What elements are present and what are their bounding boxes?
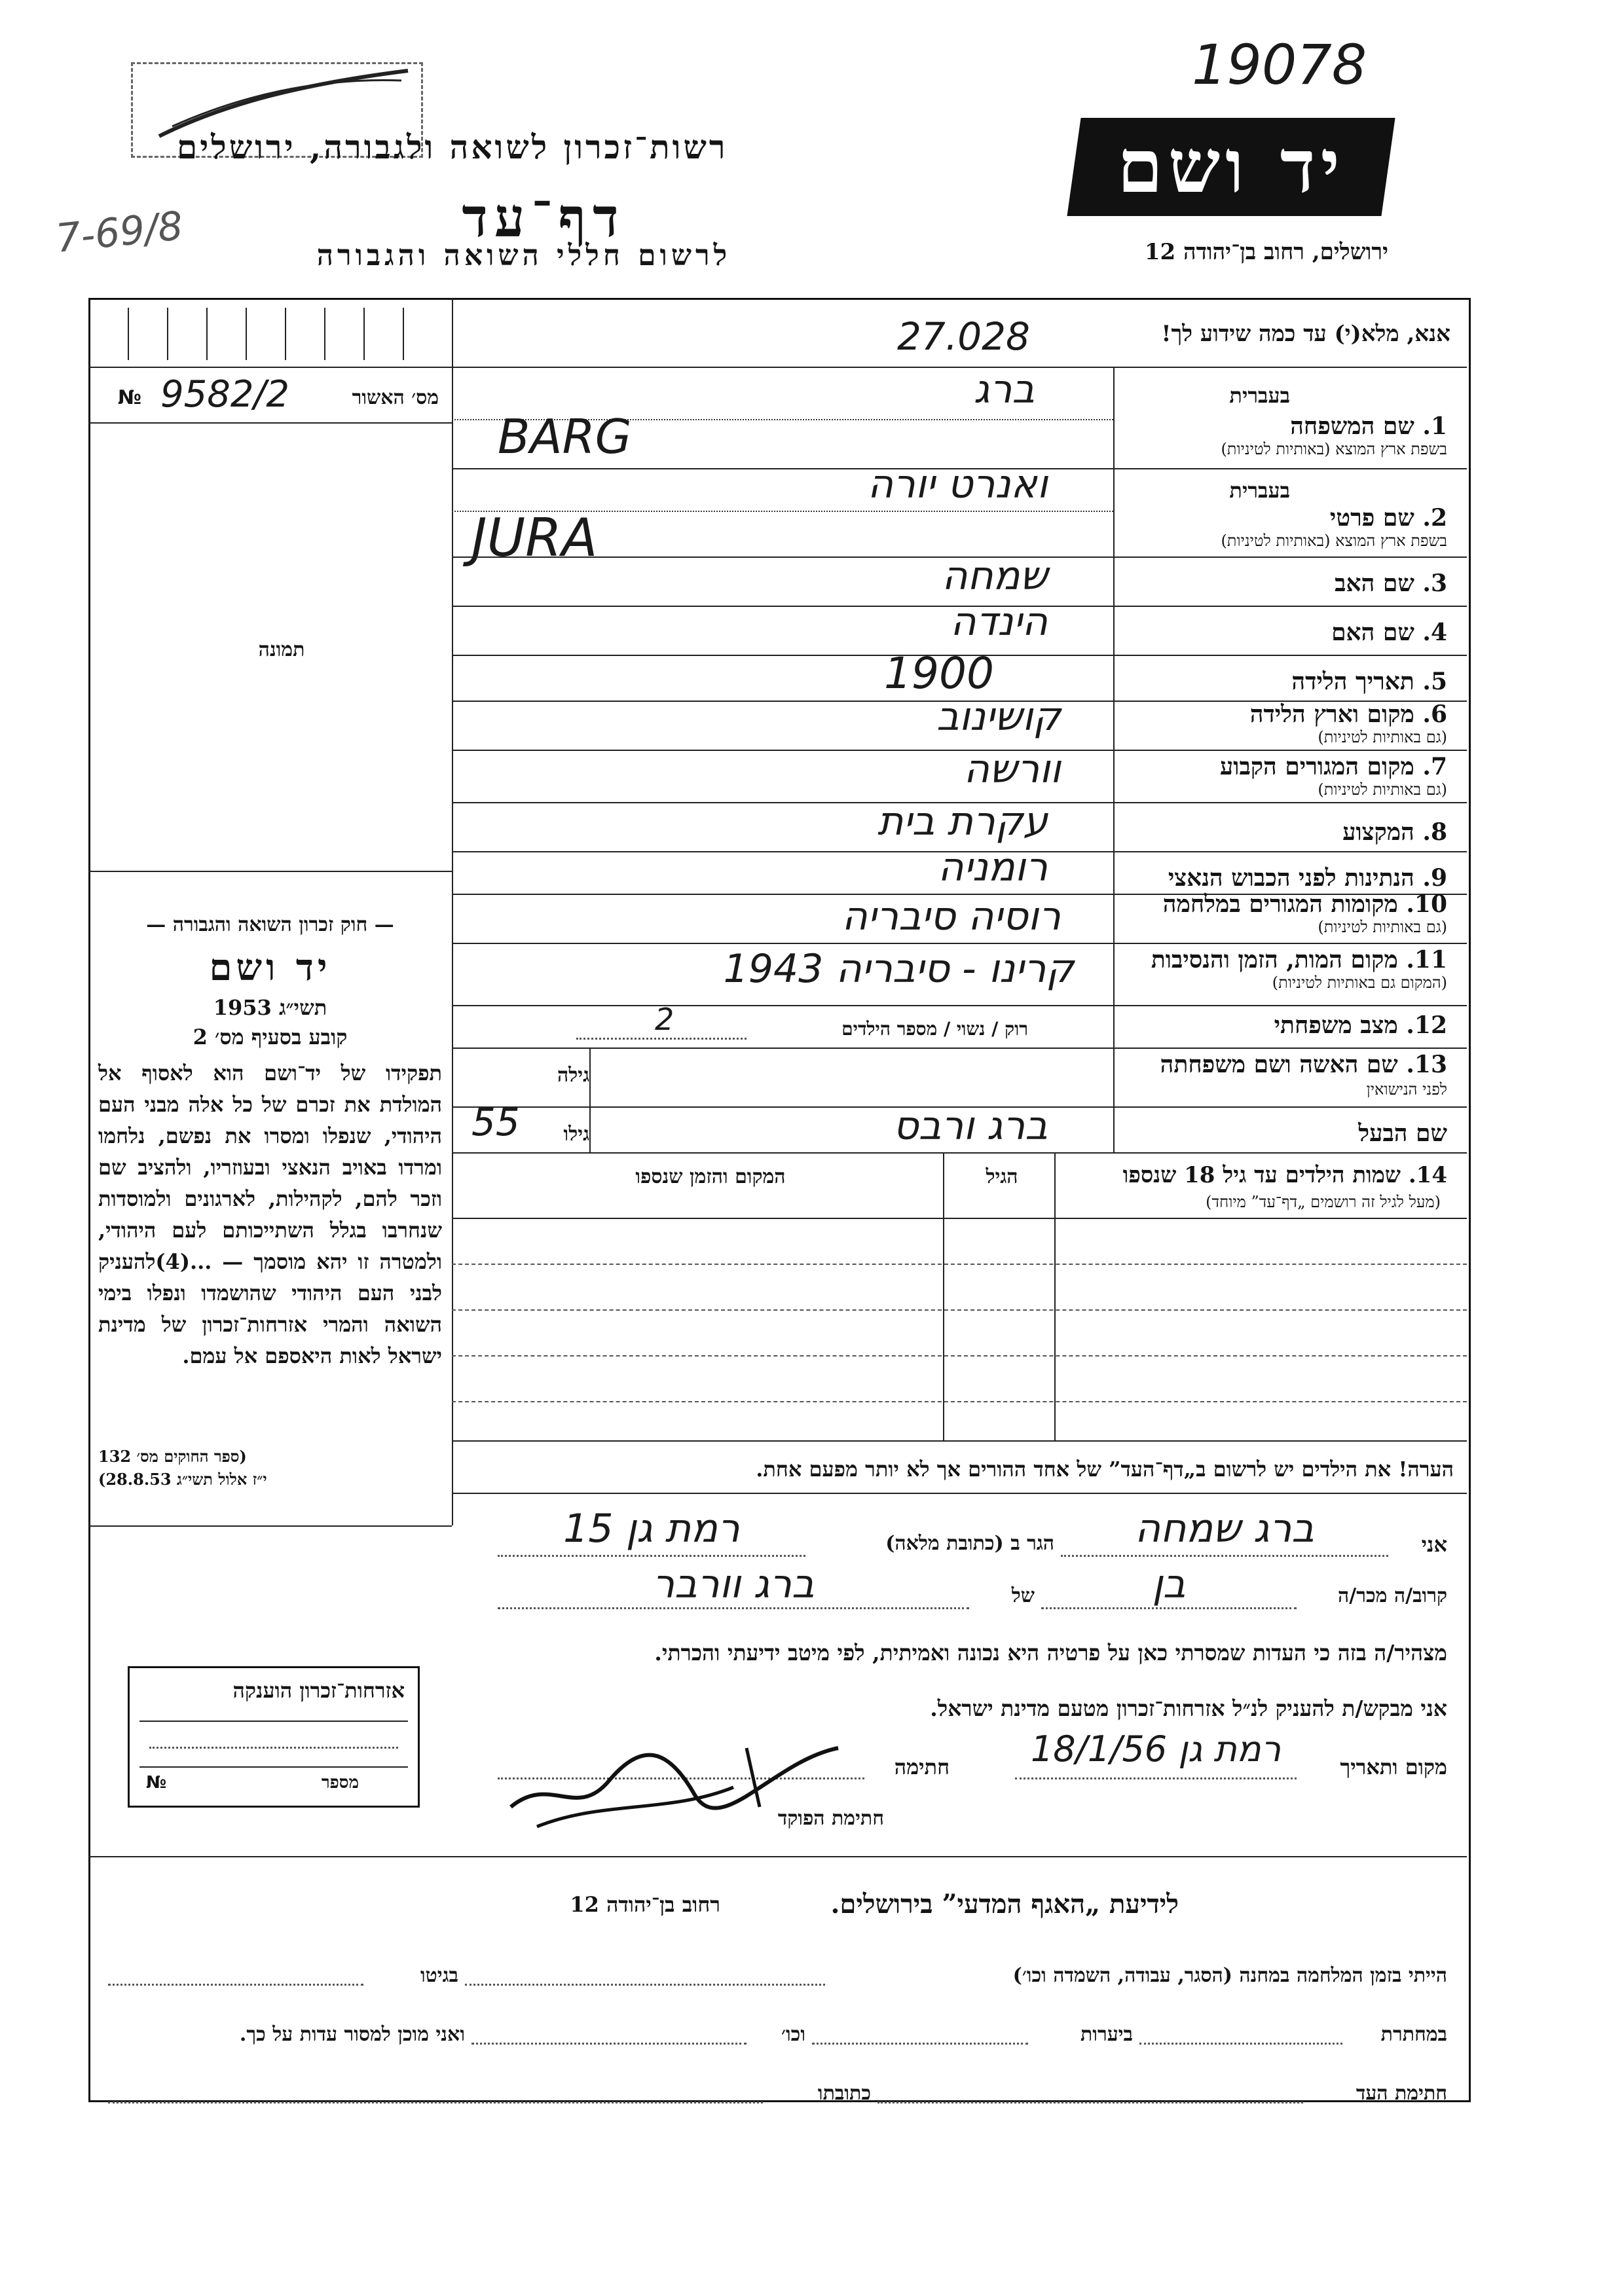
field-num: 11. bbox=[1406, 946, 1447, 974]
children-col-place: המקום והזמן שנספו bbox=[635, 1165, 786, 1188]
hebrew-tag-2: בעברית bbox=[1229, 478, 1290, 503]
field-label: מקום המות, הזמן והנסיבות bbox=[1151, 946, 1398, 974]
profession-value: עקרת בית bbox=[877, 799, 1048, 845]
hebrew-tag-1: בעברית bbox=[1229, 383, 1290, 408]
citizenship-number-label: מספר bbox=[321, 1773, 359, 1793]
law-citation-1: (ספר החוקים מס׳ 132 bbox=[98, 1447, 247, 1466]
field-death-label bbox=[1126, 946, 1447, 974]
field-label: שם האם bbox=[1331, 619, 1414, 646]
field-num: 2. bbox=[1422, 504, 1447, 532]
field-residence-sub: (גם באותיות לטיניות) bbox=[1318, 780, 1447, 799]
family-name-hebrew-value: ברג bbox=[973, 367, 1035, 412]
marital-status-options: רוק / נשוי / מספר הילדים bbox=[841, 1018, 1028, 1040]
field-birth-place-label bbox=[1126, 701, 1447, 728]
children-count-value: 2 bbox=[655, 1002, 674, 1037]
children-sub: (מעל לגיל זה רושמים „דף־עד” מיוחד) bbox=[1206, 1193, 1441, 1211]
field-marital-label bbox=[1126, 1011, 1447, 1039]
margin-note: 7-69/8 bbox=[53, 203, 185, 262]
husband-age-label: גילו bbox=[563, 1123, 589, 1146]
form-title: דף־עד bbox=[462, 187, 625, 249]
relative-label: קרוב/ה מכר/ה bbox=[1338, 1584, 1447, 1607]
of-label: של bbox=[1011, 1584, 1035, 1607]
first-name-latin-value: JURA bbox=[471, 507, 598, 568]
place-date-label: מקום ותאריך bbox=[1340, 1755, 1447, 1779]
declaration-statement: מצהיר/ה בזה כי העדות שמסרתי כאן על פרטיה היא נכונה ואמיתית, לפי מיטב ידיעתי והכרתי. bbox=[654, 1640, 1447, 1666]
field-father-name-label bbox=[1126, 570, 1447, 597]
footer-line1: הייתי בזמן המלחמה במחנה (הסגר, עבודה, השמדה וכו׳) bbox=[1012, 1964, 1447, 1987]
declaration-request: אני מבקש/ת להעניק לנ״ל אזרחות־זכרון מטעם מדינת ישראל. bbox=[930, 1696, 1447, 1721]
footer-address-label: כתובתו bbox=[817, 2082, 871, 2105]
header-address: ירושלים, רחוב בן־יהודה 12 bbox=[1144, 239, 1388, 265]
field-family-name-label bbox=[1126, 412, 1447, 440]
field-label: שם המשפחה bbox=[1290, 412, 1414, 440]
birth-place-value: קושינוב bbox=[936, 694, 1061, 740]
children-note: הערה! את הילדים יש לרשום ב„דף־העד” של אחד ההורים אך לא יותר מפעם אחת. bbox=[756, 1457, 1454, 1482]
registration-number: 27.028 bbox=[897, 314, 1030, 359]
field-label: שם פרטי bbox=[1329, 504, 1414, 532]
footer-address: רחוב בן־יהודה 12 bbox=[570, 1892, 720, 1917]
yad-vashem-logo bbox=[1067, 118, 1395, 216]
declaration-resides-label: הגר ב (כתובת מלאה) bbox=[885, 1532, 1054, 1555]
field-num: 13. bbox=[1406, 1051, 1447, 1078]
field-num: 9. bbox=[1422, 864, 1447, 892]
footer-title: לידיעת „האגף המדעי” בירושלים. bbox=[830, 1889, 1179, 1920]
field-label: המקצוע bbox=[1342, 818, 1414, 846]
field-birth-place-sub: (גם באותיות לטיניות) bbox=[1318, 728, 1447, 746]
field-num: 6. bbox=[1422, 701, 1447, 728]
field-first-name-sub: בשפת ארץ המוצא (באותיות לטיניות) bbox=[1221, 532, 1447, 550]
birth-date-value: 1900 bbox=[884, 648, 994, 699]
field-num: 3. bbox=[1422, 570, 1447, 597]
field-label: מצב משפחתי bbox=[1274, 1011, 1398, 1039]
field-num: 5. bbox=[1422, 668, 1447, 695]
field-label: מקומות המגורים במלחמה bbox=[1162, 890, 1398, 918]
field-label: שמות הילדים עד גיל 18 שנספו bbox=[1122, 1162, 1401, 1188]
logo-text: יד ושם bbox=[1116, 124, 1346, 210]
field-label: הנתינות לפני הכבוש הנאצי bbox=[1168, 864, 1414, 892]
footer-etc: וכו׳ bbox=[781, 2023, 805, 2046]
children-col-age: הגיל bbox=[986, 1165, 1018, 1188]
approval-no-symbol: № bbox=[118, 386, 142, 409]
family-name-latin-value: BARG bbox=[498, 409, 632, 464]
field-num: 14. bbox=[1408, 1162, 1447, 1188]
residence-value: וורשה bbox=[963, 746, 1061, 792]
field-num: 8. bbox=[1422, 818, 1447, 846]
field-label: שם האשה ושם משפחתה bbox=[1160, 1051, 1398, 1078]
wartime-residence-value: רוסיה סיבריה bbox=[841, 894, 1061, 939]
approval-label: מס׳ האשור bbox=[352, 386, 439, 409]
footer-forests: ביערות bbox=[1080, 2023, 1133, 2046]
signature-label: חתימה bbox=[894, 1755, 950, 1779]
field-wife-sub: לפני הנישואין bbox=[1366, 1080, 1447, 1099]
photo-label: תמונה bbox=[258, 638, 305, 661]
archive-number: 19078 bbox=[1192, 33, 1367, 97]
org-line: רשות־זכרון לשואה ולגבורה, ירושלים bbox=[177, 128, 728, 166]
field-num: 4. bbox=[1422, 619, 1447, 646]
father-name-value: שמחה bbox=[942, 553, 1048, 599]
footer-ghetto: בגיטו bbox=[420, 1964, 458, 1987]
footer-underground: במחתרת bbox=[1380, 2023, 1447, 2046]
children-label bbox=[1061, 1162, 1447, 1188]
citizenship-box bbox=[128, 1666, 420, 1808]
officer-label: חתימת הפוקד bbox=[777, 1807, 884, 1830]
field-wartime-residence-sub: (גם באותיות לטיניות) bbox=[1318, 918, 1447, 936]
field-citizenship-label bbox=[1126, 864, 1447, 892]
of-value: ברג וורבר bbox=[652, 1561, 815, 1607]
citizenship-value: רומניה bbox=[938, 845, 1048, 890]
intro-prompt: אנא, מלא(י) עד כמה שידוע לך! bbox=[1161, 321, 1450, 347]
field-wife-label bbox=[1126, 1051, 1447, 1078]
field-death-sub: (המקום גם באותיות לטיניות) bbox=[1272, 974, 1447, 992]
form-subtitle: לרשום חללי השואה והגבורה bbox=[316, 239, 731, 272]
address-value: רמת גן 15 bbox=[563, 1506, 740, 1552]
field-label: מקום המגורים הקבוע bbox=[1219, 753, 1414, 780]
law-body: תפקידו של יד־ושם הוא לאסוף אל המולדת את זכרם של כל אלה מבני העם היהודי, שנפלו ומסרו את נפשם, נלחמו ומרדו באויב הנאצי ובעוזריו, ולהציב שם וזכר להם, לקהילות, לארגונים ולמוסדות שנחרבו בגלל השתייכותם לעם היהודי, ולמטרה זו יהא מוסמך — ...(4)להעניק לבני העם היהודי שהושמדו ונפלו בימי השואה והמרי אזרחות־זכרון של מדינת ישראל לאות היאספם אל עמם. bbox=[98, 1061, 442, 1368]
citizenship-no-symbol: № bbox=[146, 1773, 167, 1793]
mother-name-value: הינדה bbox=[950, 599, 1048, 645]
field-residence-label bbox=[1126, 753, 1447, 780]
field-label: שם האב bbox=[1335, 570, 1414, 597]
code-boxes bbox=[98, 308, 445, 360]
field-num: 1. bbox=[1422, 412, 1447, 440]
relation-value: בן bbox=[1152, 1561, 1186, 1607]
field-birth-date-label bbox=[1126, 668, 1447, 695]
footer-witness-signature-label: חתימת העד bbox=[1356, 2082, 1447, 2105]
field-num: 7. bbox=[1422, 753, 1447, 780]
field-family-name-sub: בשפת ארץ המוצא (באותיות לטיניות) bbox=[1221, 440, 1447, 458]
law-year: תשי״ג 1953 bbox=[213, 995, 327, 1020]
citizenship-title: אזרחות־זכרון הוענקה bbox=[232, 1678, 405, 1703]
field-label: תאריך הלידה bbox=[1291, 668, 1414, 695]
field-wartime-residence-label bbox=[1126, 890, 1447, 918]
law-citation-2: י״ז אלול תשי״ג 28.8.53) bbox=[98, 1470, 267, 1489]
place-date-value: רמת גן 18/1/56 bbox=[1030, 1728, 1282, 1770]
declarant-name-value: ברג שמחה bbox=[1134, 1506, 1314, 1552]
husband-age-value: 55 bbox=[471, 1100, 520, 1144]
field-mother-name-label bbox=[1126, 619, 1447, 646]
husband-name-value: ברג ורבס bbox=[893, 1103, 1048, 1149]
field-num: 12. bbox=[1406, 1011, 1447, 1039]
field-profession-label bbox=[1126, 818, 1447, 846]
death-place-value: קרינו - סיבריה 1943 bbox=[723, 946, 1074, 992]
first-name-hebrew-value: ואנרט יורה bbox=[867, 462, 1048, 507]
wife-age-label: גילה bbox=[557, 1064, 589, 1087]
approval-number: 9582/2 bbox=[160, 373, 290, 416]
footer-willing: ואני מוכן למסור עדות על כך. bbox=[239, 2023, 465, 2046]
field-label: מקום וארץ הלידה bbox=[1249, 701, 1414, 728]
law-title: — חוק זכרון השואה והגבורה — bbox=[146, 913, 394, 936]
field-num: 10. bbox=[1406, 890, 1447, 918]
law-clause: קובע בסעיף מס׳ 2 bbox=[193, 1025, 348, 1049]
field-husband-label: שם הבעל bbox=[1358, 1120, 1447, 1147]
declaration-i-label: אני bbox=[1421, 1532, 1447, 1557]
law-name: יד ושם bbox=[209, 946, 331, 989]
field-first-name-label bbox=[1126, 504, 1447, 532]
